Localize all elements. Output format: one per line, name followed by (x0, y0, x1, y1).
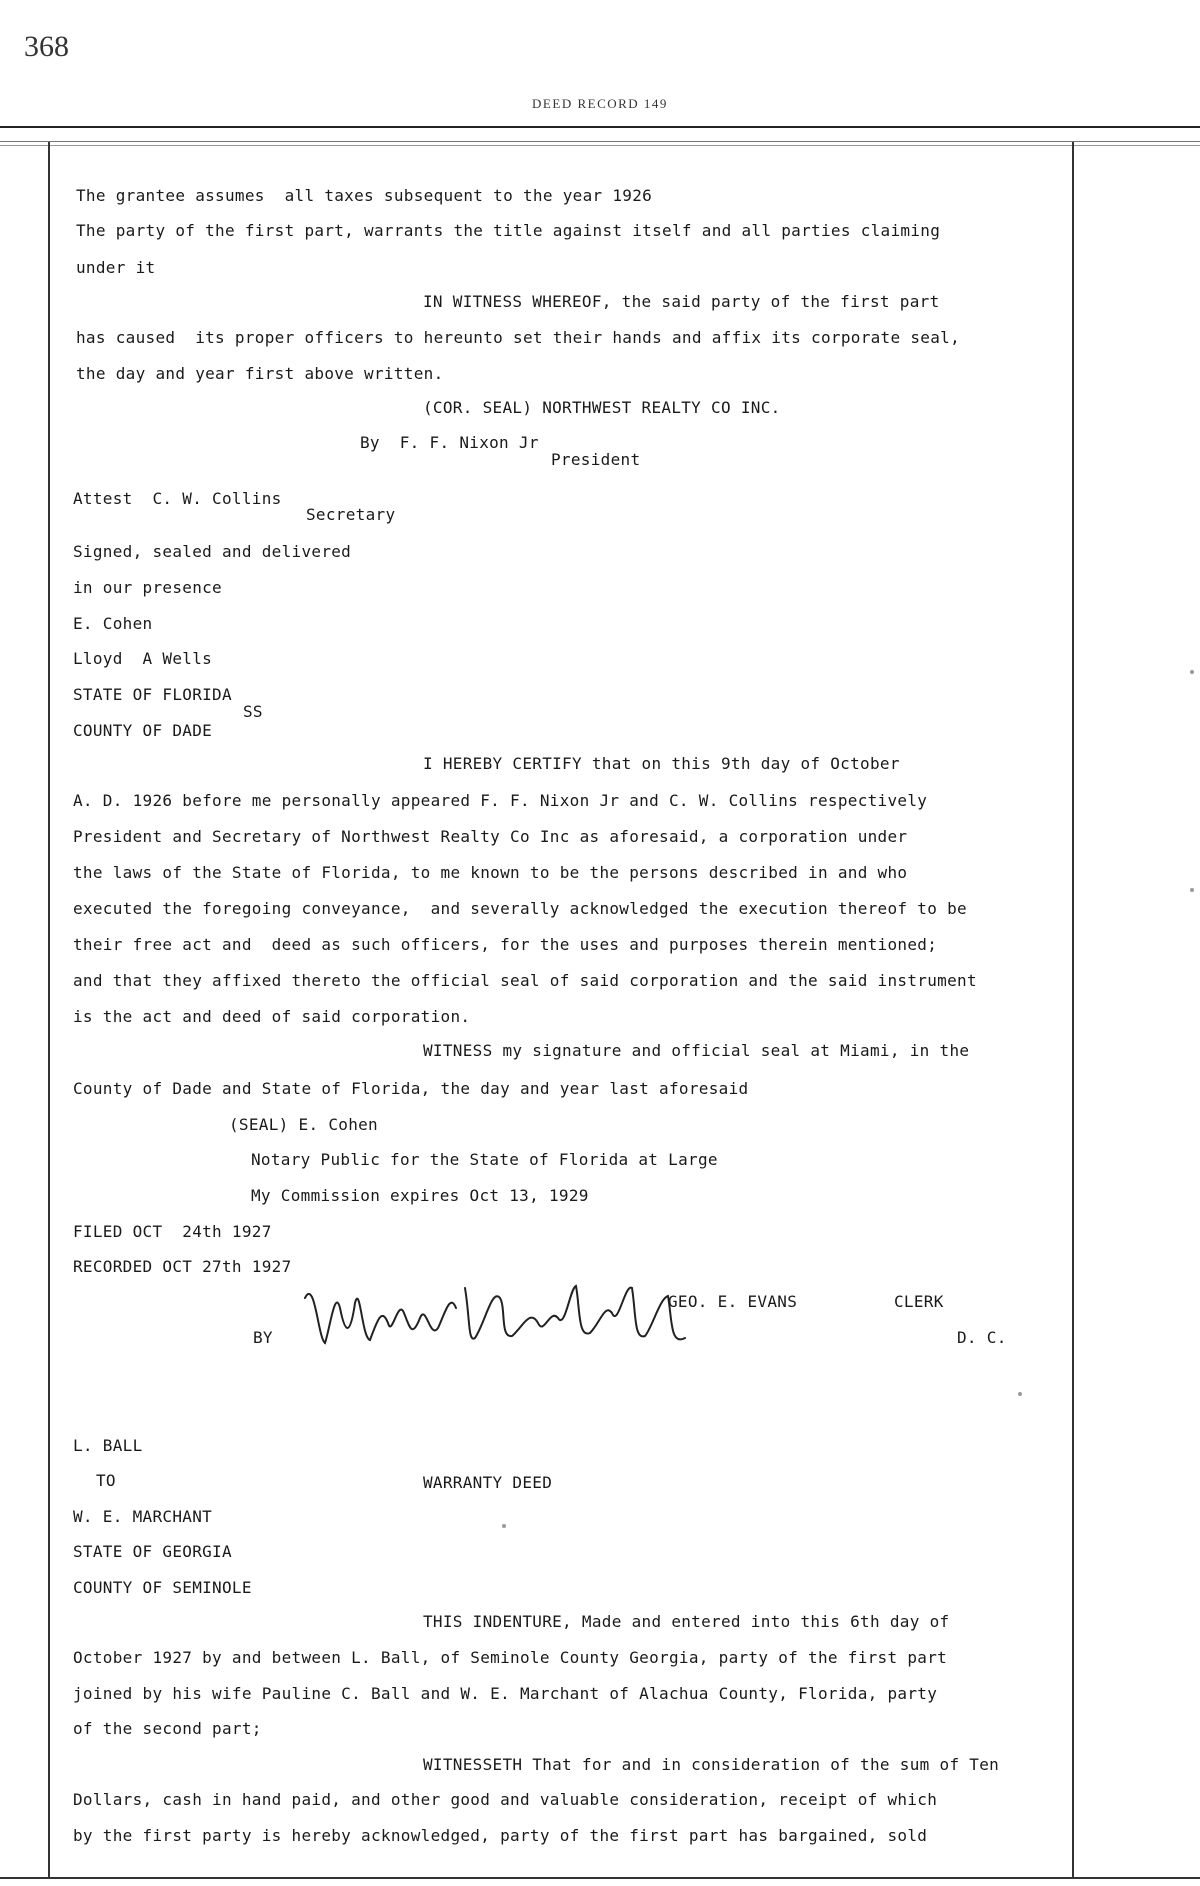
text-line: WITNESS my signature and official seal at Miami, in the (423, 1041, 970, 1060)
handwritten-signature (300, 1268, 720, 1358)
right-margin-rule (1072, 142, 1074, 1877)
text-line: STATE OF GEORGIA (73, 1542, 232, 1561)
text-line: of the second part; (73, 1719, 262, 1738)
text-line: The party of the first part, warrants the title against itself and all parties claiming (76, 221, 941, 240)
text-line: Notary Public for the State of Florida at Large (251, 1150, 718, 1169)
text-line: IN WITNESS WHEREOF, the said party of the first part (423, 292, 940, 311)
text-line: Secretary (306, 505, 396, 524)
record-title: DEED RECORD 149 (532, 96, 668, 111)
text-line: the laws of the State of Florida, to me known to be the persons described in and who (73, 863, 908, 882)
text-line: WARRANTY DEED (423, 1473, 553, 1492)
text-line: E. Cohen (73, 614, 153, 633)
text-line: (SEAL) E. Cohen (229, 1115, 378, 1134)
text-line: THIS INDENTURE, Made and entered into this 6th day of (423, 1612, 950, 1631)
text-line: has caused its proper officers to hereunto set their hands and affix its corporate seal, (76, 328, 961, 347)
text-line: County of Dade and State of Florida, the day and year last aforesaid (73, 1079, 749, 1098)
text-line: L. BALL (73, 1436, 143, 1455)
scan-speck (502, 1524, 506, 1528)
text-line: The grantee assumes all taxes subsequent to the year 1926 (76, 186, 653, 205)
header-rule (0, 126, 1200, 128)
scan-speck (1018, 1392, 1022, 1396)
header-rule-secondary (0, 141, 1200, 142)
text-line: Signed, sealed and delivered (73, 542, 352, 561)
text-line: by the first party is hereby acknowledged, party of the first part has bargained, sold (73, 1826, 928, 1845)
text-line: Attest C. W. Collins (73, 489, 282, 508)
scan-speck (1190, 888, 1194, 892)
text-line: STATE OF FLORIDA (73, 685, 232, 704)
scan-speck (1190, 670, 1194, 674)
text-line: in our presence (73, 578, 222, 597)
text-line: is the act and deed of said corporation. (73, 1007, 471, 1026)
text-line: By F. F. Nixon Jr (360, 433, 539, 452)
text-line: FILED OCT 24th 1927 (73, 1222, 272, 1241)
text-line: RECORDED OCT 27th 1927 (73, 1257, 292, 1276)
text-line: W. E. MARCHANT (73, 1507, 213, 1526)
text-line: (COR. SEAL) NORTHWEST REALTY CO INC. (423, 398, 781, 417)
text-line: October 1927 by and between L. Ball, of Seminole County Georgia, party of the first part (73, 1648, 948, 1667)
footer-rule (0, 1877, 1200, 1879)
text-line: Dollars, cash in hand paid, and other good and valuable consideration, receipt of which (73, 1790, 938, 1809)
page-number: 368 (24, 30, 69, 63)
text-line: TO (96, 1471, 116, 1490)
text-line: under it (76, 258, 156, 277)
text-line: A. D. 1926 before me personally appeared F. F. Nixon Jr and C. W. Collins respectively (73, 791, 928, 810)
text-line: their free act and deed as such officers, for the uses and purposes therein mentioned; (73, 935, 938, 954)
text-line: SS (243, 702, 263, 721)
text-line: My Commission expires Oct 13, 1929 (251, 1186, 589, 1205)
text-line: COUNTY OF SEMINOLE (73, 1578, 252, 1597)
text-line: D. C. (957, 1328, 1007, 1347)
text-line: President (551, 450, 641, 469)
text-line: WITNESSETH That for and in consideration of the sum of Ten (423, 1755, 1000, 1774)
text-line: the day and year first above written. (76, 364, 444, 383)
text-line: GEO. E. EVANS (668, 1292, 798, 1311)
text-line: executed the foregoing conveyance, and severally acknowledged the execution thereof to be (73, 899, 967, 918)
left-margin-rule (48, 142, 50, 1877)
text-line: joined by his wife Pauline C. Ball and W. E. Marchant of Alachua County, Florida, party (73, 1684, 938, 1703)
text-line: COUNTY OF DADE (73, 721, 213, 740)
text-line: CLERK (894, 1292, 944, 1311)
text-line: Lloyd A Wells (73, 649, 213, 668)
text-line: President and Secretary of Northwest Realty Co Inc as aforesaid, a corporation under (73, 827, 908, 846)
text-line: I HEREBY CERTIFY that on this 9th day of October (423, 754, 900, 773)
header-rule-tertiary (0, 145, 1200, 146)
text-line: and that they affixed thereto the official seal of said corporation and the said instrument (73, 971, 977, 990)
text-line: BY (253, 1328, 273, 1347)
